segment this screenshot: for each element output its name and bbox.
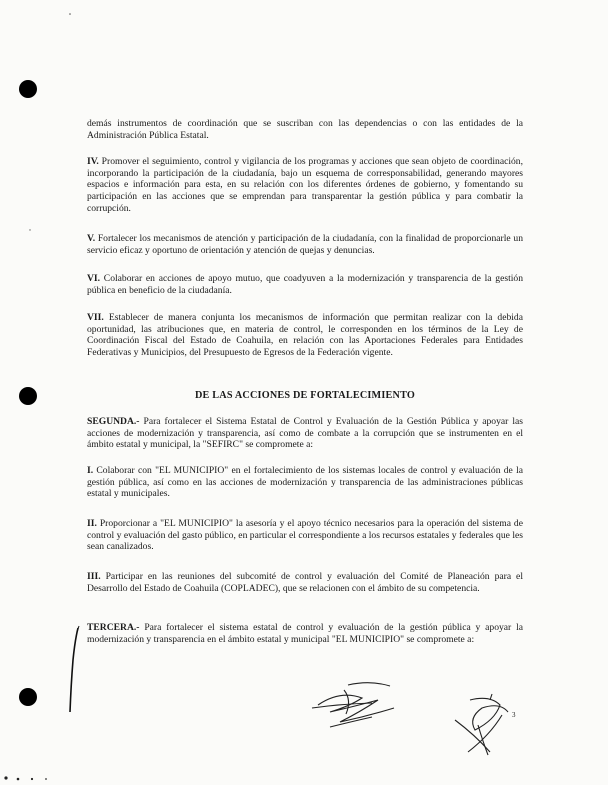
- paragraph-iii: III. Participar en las reuniones del subcomité de control y evaluación del Comité de Planeación para el Desarrollo del Estado de Coahuila (COPLADEC), que se relacionen con el ámbito de su competencia.: [87, 571, 523, 594]
- clause-number: VII.: [87, 312, 104, 323]
- paragraph-vi: VI. Colaborar en acciones de apoyo mutuo, que coadyuven a la modernización y transparencia de la gestión pública en beneficio de la ciudadanía.: [87, 273, 523, 296]
- paragraph-segunda: SEGUNDA.- Para fortalecer el Sistema Estatal de Control y Evaluación de la Gestión Pública y apoyar las acciones de modernización y transparencia, así como de combate a la corrupción que se instrumenten en el ámbito estatal y municipal, la "SEFIRC" se compromete a:: [87, 416, 523, 451]
- clause-number: III.: [87, 571, 101, 582]
- clause-number: II.: [87, 518, 97, 529]
- clause-label: TERCERA.-: [87, 622, 140, 633]
- paragraph-continuation: demás instrumentos de coordinación que se suscriban con las dependencias o con las entidades de la Administración Pública Estatal.: [87, 118, 523, 141]
- signature-left: [312, 683, 394, 727]
- paragraph-v: V. Fortalecer los mecanismos de atención y participación de la ciudadanía, con la finalidad de proporcionarle un servicio eficaz y oportuno de orientación y atención de quejas y denuncias.: [87, 233, 523, 256]
- clause-number: VI.: [87, 273, 101, 284]
- page-number: 3: [512, 711, 516, 719]
- signature-right: [455, 694, 508, 755]
- section-heading: DE LAS ACCIONES DE FORTALECIMIENTO: [194, 390, 416, 401]
- clause-number: V.: [87, 233, 96, 244]
- paragraph-i: I. Colaborar con "EL MUNICIPIO" en el fortalecimiento de los sistemas locales de control y evaluación de la gestión pública, así como en las acciones de modernización y transparencia de las administraciones públicas estatal y municipales.: [87, 465, 523, 500]
- paragraph-vii: VII. Establecer de manera conjunta los mecanismos de información que permitan realizar con la debida oportunidad, las atribuciones que, en materia de control, le corresponden en los términos de la Ley de Coordinación Fiscal del Estado de Coahuila, en relación con las Aportaciones Federales para Entidades Federativas y Municipios, del Presupuesto de Egresos de la Federación vigente.: [87, 312, 523, 359]
- paragraph-ii: II. Proporcionar a "EL MUNICIPIO" la asesoría y el apoyo técnico necesarios para la operación del sistema de control y evaluación del gasto público, en particular el correspondiente a los recursos estatales y federales que les sean canalizados.: [87, 518, 523, 553]
- clause-label: SEGUNDA.-: [87, 416, 140, 427]
- clause-number: I.: [87, 465, 94, 476]
- paragraph-iv: IV. Promover el seguimiento, control y vigilancia de los programas y acciones que sean objeto de coordinación, incorporando la participación de la ciudadanía, bajo un esquema de corresponsabilidad, generando mayores espacios e información para esta, en su relación con los diferentes órdenes de gobierno, y fomentando su participación en las acciones que se emprendan para transparentar la gestión pública y para combatir la corrupción.: [87, 156, 523, 214]
- clause-number: IV.: [87, 156, 99, 167]
- paragraph-tercera: TERCERA.- Para fortalecer el sistema estatal de control y evaluación de la gestión pública y apoyar la modernización y transparencia en el ámbito estatal y municipal "EL MUNICIPIO" se compromete a:: [87, 622, 523, 645]
